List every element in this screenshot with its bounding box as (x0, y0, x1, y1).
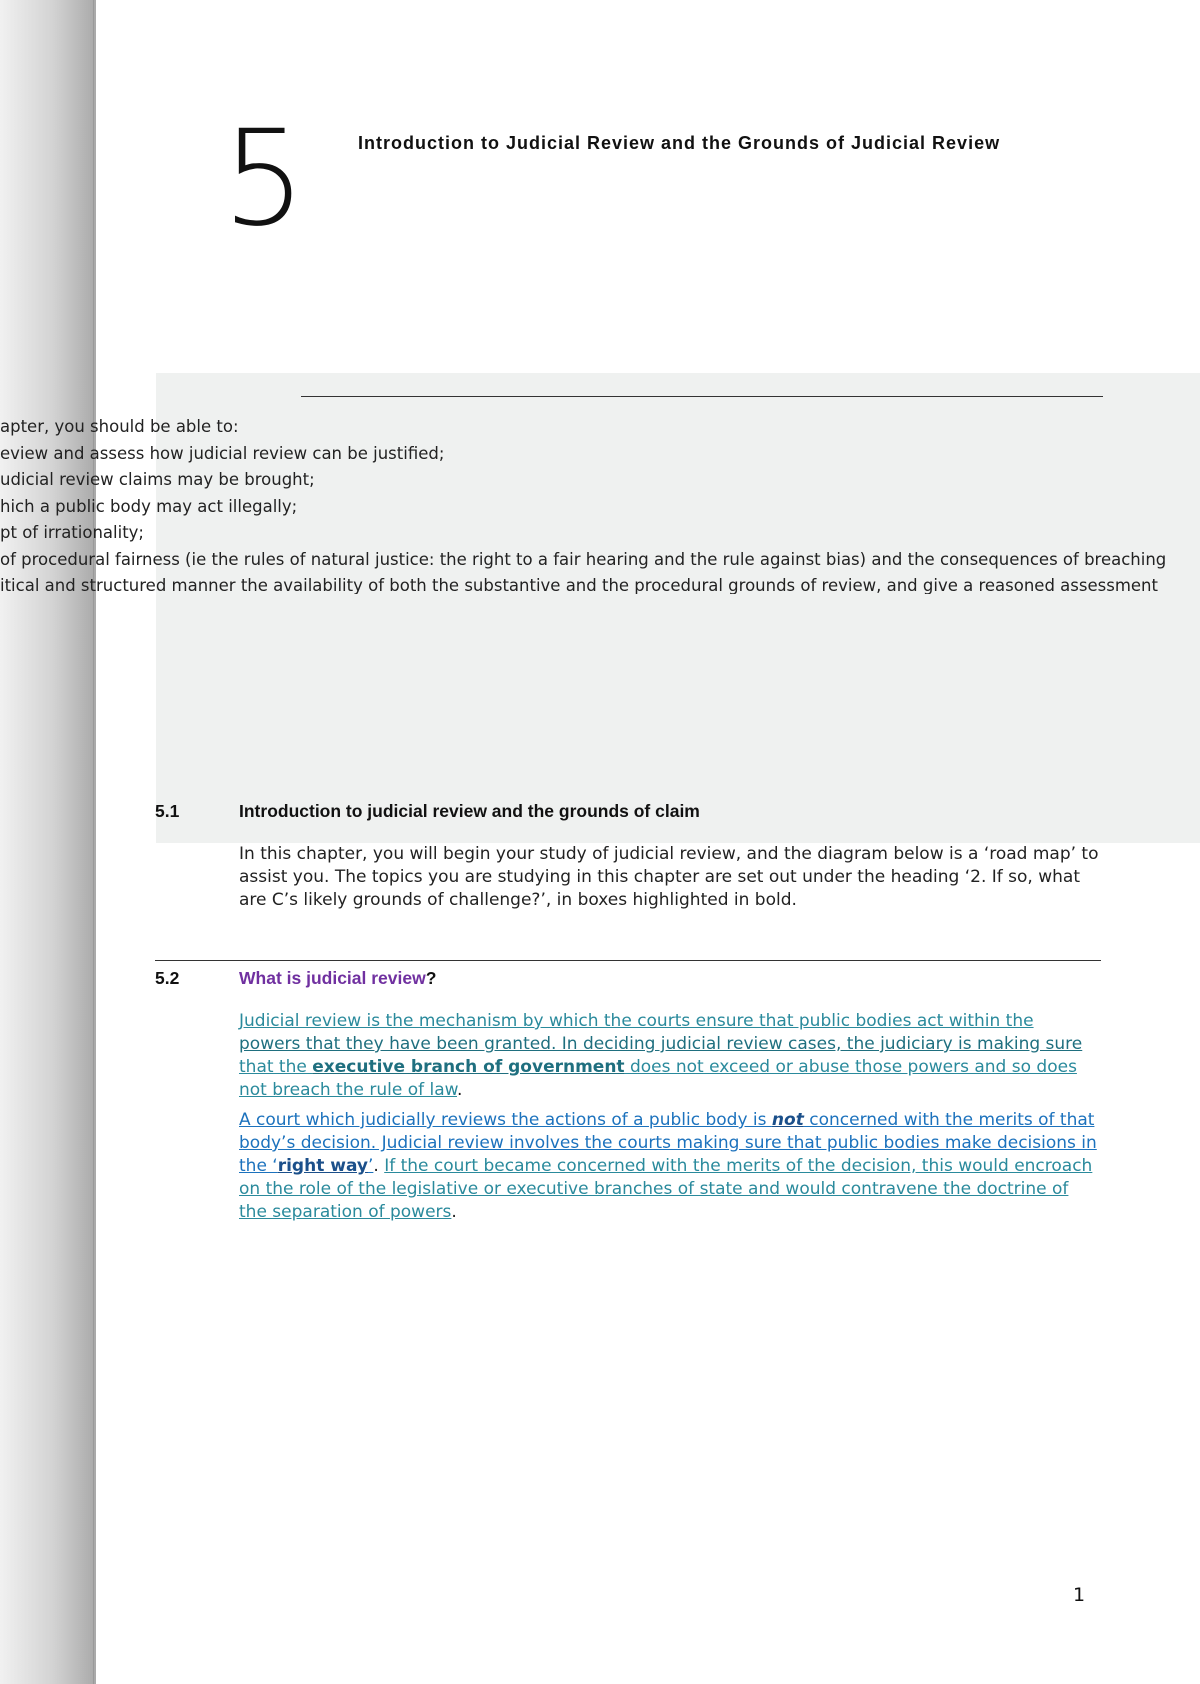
learning-objectives (0, 414, 1200, 594)
linked-term[interactable]: right way (277, 1156, 368, 1176)
linked-term[interactable]: executive branch of government (312, 1057, 625, 1077)
page-number: 1 (1073, 1584, 1086, 1606)
section-number: 5.2 (155, 968, 180, 988)
margin-line (93, 0, 94, 1684)
linked-text[interactable]: concerned with the merits of that body’s decision. Judicial review involves the courts making sure that public bodies make decisions in the ‘ (239, 1110, 1097, 1176)
objective-item: itical and structured manner the availability of both the substantive and the procedural grounds of review, and give a reasoned assessment (0, 576, 1158, 594)
linked-text[interactable]: ’ (367, 1156, 374, 1176)
linked-term[interactable]: not (771, 1110, 804, 1130)
paragraph-definition: Judicial review is the mechanism by which the courts ensure that public bodies act within the powers that they have been granted. In deciding judicial review cases, the judiciary is making sure that the executive branch of government does not exceed or abuse those powers and so does not breach the rule of law. (239, 1011, 1083, 1100)
objectives-intro: apter, you should be able to: (0, 417, 239, 436)
section-heading: What is judicial review? (239, 968, 437, 988)
linked-text[interactable]: that the (239, 1057, 313, 1077)
linked-text[interactable]: Judicial review is the mechanism by which the courts ensure that public bodies act within the (239, 1011, 1034, 1031)
objective-item: of procedural fairness (ie the rules of natural justice: the right to a fair hearing and the rule against bias) and the consequences of breaching (0, 549, 1167, 569)
objective-item: hich a public body may act illegally; (0, 496, 298, 516)
paragraph-merits: A court which judicially reviews the actions of a public body is not concerned with the merits of that body’s decision. Judicial review involves the courts making sure that public bodies make decisions in the ‘right way’. If the court became concerned with the merits of the decision, this would encroach on the role of the legislative or executive branches of state and would contravene the doctrine of the separation of powers. (239, 1110, 1097, 1222)
section-number: 5.1 (155, 801, 180, 821)
objective-item: udicial review claims may be brought; (0, 470, 315, 489)
divider-rule (301, 396, 1103, 397)
objective-item: eview and assess how judicial review can be justified; (0, 443, 445, 463)
linked-text[interactable]: powers that they have been granted. In deciding judicial review cases, the judiciary is making sure (239, 1034, 1083, 1054)
linked-text[interactable]: If the court became concerned with the merits of the decision, this would encroach on the role of the legislative or executive branches of state and would contravene the doctrine of the separation of powers (239, 1156, 1093, 1222)
linked-text[interactable]: does not exceed or abuse those powers and so does not breach the rule of law (239, 1057, 1077, 1100)
section-heading: Introduction to judicial review and the grounds of claim (239, 801, 700, 821)
heading-link[interactable]: What is judicial review (239, 968, 426, 988)
chapter-number: 5 (222, 102, 306, 256)
linked-text[interactable]: A court which judicially reviews the actions of a public body is (239, 1110, 772, 1130)
chapter-title: Introduction to Judicial Review and the Grounds of Judicial Review (358, 133, 1001, 153)
page-edge-shadow (0, 0, 96, 1684)
objective-item: pt of irrationality; (0, 523, 144, 542)
divider-rule (155, 960, 1101, 961)
section-body: In this chapter, you will begin your study of judicial review, and the diagram below is a ‘road map’ to assist you. The topics you are studying in this chapter are set out under the heading ‘2. If so, what are C’s likely grounds of challenge?’, in boxes highlighted in bold. (239, 844, 1099, 910)
